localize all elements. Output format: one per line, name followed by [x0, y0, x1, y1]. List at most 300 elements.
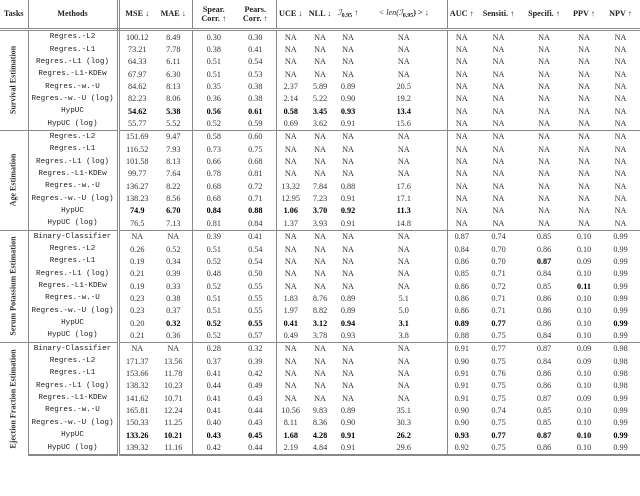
- spearman-cell: 0.48: [206, 269, 221, 279]
- task-label: [0, 130, 28, 230]
- header-spearman: Spear. Corr. ↑: [192, 0, 235, 30]
- npv-cell: 0.99: [613, 430, 628, 440]
- method-cell: Regres.-L1 (log): [28, 155, 118, 167]
- auc-cell: NA: [455, 45, 468, 55]
- method-cell: Regres.-w.-U (log): [28, 192, 118, 204]
- sensitivity-cell: NA: [492, 94, 505, 104]
- interval-length-cell: NA: [361, 43, 447, 55]
- specificity-cell: NA: [538, 82, 550, 92]
- sensitivity-cell: 0.74: [476, 230, 521, 243]
- pearson-cell: 0.41: [235, 43, 276, 55]
- spearman-cell: 0.58: [192, 130, 235, 143]
- table-row: [0, 56, 640, 68]
- header-ppv: PPV ↑: [567, 0, 601, 30]
- auc-cell: NA: [455, 218, 468, 228]
- auc-cell: NA: [455, 169, 468, 179]
- uce-cell: NA: [284, 69, 297, 79]
- pearson-cell: 0.68: [235, 155, 276, 167]
- pearson-cell: 0.61: [235, 105, 276, 117]
- auc-cell: NA: [455, 157, 468, 167]
- interval-length-cell: 29.6: [361, 441, 447, 454]
- spearman-cell: 0.41: [206, 405, 221, 415]
- method-cell: Regres.-w.-U: [28, 292, 118, 304]
- method-cell: Regres.-L2: [28, 355, 118, 367]
- pearson-cell: 0.32: [235, 342, 276, 355]
- interval-coverage-cell: 0.91: [335, 441, 361, 454]
- ppv-cell: NA: [578, 194, 590, 204]
- npv-cell: 0.99: [613, 330, 628, 340]
- spearman-cell: 0.52: [206, 119, 221, 129]
- mae-cell: 12.24: [155, 404, 192, 416]
- spearman-cell: 0.68: [206, 194, 221, 204]
- specificity-cell: NA: [538, 32, 550, 42]
- spearman-cell: 0.52: [206, 256, 221, 266]
- sensitivity-cell: 0.72: [491, 281, 506, 291]
- interval-length-cell: 26.2: [361, 429, 447, 441]
- method-cell: HypUC (log): [28, 441, 118, 454]
- sensitivity-cell: NA: [492, 144, 505, 154]
- spearman-cell: 0.41: [206, 393, 221, 403]
- interval-coverage-cell: 0.88: [340, 181, 356, 191]
- uce-cell: 2.14: [283, 94, 298, 104]
- ppv-cell: 0.10: [576, 306, 592, 316]
- npv-cell: NA: [614, 106, 627, 116]
- sensitivity-cell: 0.77: [491, 430, 506, 440]
- mae-cell: 13.56: [155, 355, 192, 367]
- ppv-cell: 0.09: [567, 342, 601, 355]
- npv-cell: 0.99: [613, 318, 628, 328]
- table-row: [0, 155, 640, 167]
- auc-cell: 0.91: [447, 342, 476, 355]
- auc-cell: 0.85: [454, 269, 469, 279]
- ppv-cell: 0.10: [576, 293, 592, 303]
- pearson-cell: 0.30: [235, 30, 276, 44]
- header-row: [0, 0, 640, 30]
- interval-length-cell: 11.3: [361, 205, 447, 217]
- mse-cell: 139.32: [118, 441, 155, 454]
- pearson-cell: 0.49: [235, 380, 276, 392]
- method-cell: Binary-Classifier: [28, 230, 118, 243]
- nll-cell: 4.84: [305, 441, 335, 454]
- interval-length-cell: NA: [361, 155, 447, 167]
- method-cell: Regres.-L1: [28, 43, 118, 55]
- auc-cell: NA: [455, 119, 468, 129]
- interval-length-cell: 3.8: [361, 329, 447, 342]
- mae-cell: 7.64: [155, 168, 192, 180]
- uce-cell: 2.37: [283, 82, 298, 92]
- header-mae: MAE ↓: [155, 0, 192, 30]
- nll-cell: 3.12: [312, 318, 328, 328]
- specificity-cell: 0.87: [536, 393, 552, 403]
- specificity-cell: 0.86: [536, 368, 552, 378]
- mae-cell: NA: [155, 342, 192, 355]
- pearson-cell: 0.43: [235, 417, 276, 429]
- table-row: [0, 367, 640, 379]
- task-label: [0, 342, 28, 455]
- len-prefix: < len(ℐ: [378, 8, 403, 18]
- specificity-cell: NA: [538, 144, 550, 154]
- mae-cell: NA: [155, 230, 192, 243]
- mae-cell: 11.25: [155, 417, 192, 429]
- npv-cell: 0.99: [613, 269, 628, 279]
- mae-cell: 6.30: [155, 68, 192, 80]
- npv-cell: 0.99: [613, 393, 628, 403]
- header-mse: MSE ↓: [118, 0, 155, 30]
- interval-coverage-cell: NA: [342, 169, 354, 179]
- ppv-cell: NA: [578, 57, 590, 67]
- uce-cell: NA: [284, 157, 297, 167]
- uce-cell: NA: [284, 281, 297, 291]
- specificity-cell: 0.87: [536, 430, 552, 440]
- npv-cell: NA: [614, 206, 627, 216]
- method-cell: HypUC (log): [28, 329, 118, 342]
- method-cell: Regres.-L1 (log): [28, 268, 118, 280]
- uce-cell: NA: [284, 45, 297, 55]
- spearman-cell: 0.35: [206, 82, 221, 92]
- table-row: [0, 429, 640, 441]
- npv-cell: 0.99: [613, 293, 628, 303]
- mae-cell: 0.38: [155, 292, 192, 304]
- method-cell: HypUC: [28, 205, 118, 217]
- mae-cell: 8.13: [155, 155, 192, 167]
- interval-length-cell: NA: [361, 255, 447, 267]
- nll-cell: 8.36: [312, 418, 328, 428]
- interval-length-cell: 17.6: [361, 180, 447, 192]
- table-row: [0, 342, 640, 355]
- mse-cell: 0.26: [130, 244, 145, 254]
- interval-length-cell: 5.1: [361, 292, 447, 304]
- pearson-cell: 0.54: [235, 255, 276, 267]
- interval-coverage-cell: 0.91: [340, 119, 356, 129]
- interval-length-cell: NA: [361, 143, 447, 155]
- uce-cell: 1.68: [283, 430, 298, 440]
- ppv-cell: 0.10: [576, 330, 592, 340]
- mae-cell: 0.33: [155, 280, 192, 292]
- spearman-cell: 0.73: [206, 144, 221, 154]
- nll-cell: NA: [314, 393, 326, 403]
- specificity-cell: NA: [538, 218, 550, 228]
- interval-coverage-cell: 0.93: [340, 106, 356, 116]
- table-row: [0, 292, 640, 304]
- method-cell: HypUC: [28, 429, 118, 441]
- pearson-cell: 0.71: [235, 192, 276, 204]
- npv-cell: 0.99: [613, 256, 628, 266]
- npv-cell: 0.99: [601, 441, 640, 454]
- mse-cell: 101.58: [125, 157, 149, 167]
- nll-cell: 3.62: [312, 119, 328, 129]
- interval-symbol: ℐ: [337, 8, 342, 18]
- interval-coverage-cell: 0.93: [340, 330, 356, 340]
- interval-length-cell: 17.1: [361, 192, 447, 204]
- table-row: [0, 105, 640, 117]
- uce-cell: NA: [284, 32, 297, 42]
- pearson-cell: 0.38: [235, 80, 276, 92]
- header-npv: NPV ↑: [601, 0, 640, 30]
- mae-cell: 10.23: [155, 380, 192, 392]
- pearson-cell: 0.44: [235, 404, 276, 416]
- uce-cell: 1.06: [283, 206, 298, 216]
- nll-cell: 4.28: [312, 430, 328, 440]
- npv-cell: 0.99: [613, 306, 628, 316]
- spearman-cell: 0.51: [206, 69, 221, 79]
- interval-coverage-cell: 0.89: [340, 293, 356, 303]
- sensitivity-cell: 0.74: [491, 405, 506, 415]
- mae-cell: 9.47: [155, 130, 192, 143]
- auc-cell: 0.93: [454, 430, 469, 440]
- uce-cell: NA: [284, 144, 297, 154]
- specificity-cell: 0.86: [536, 244, 552, 254]
- table-row: [0, 68, 640, 80]
- uce-cell: 0.58: [283, 106, 298, 116]
- mse-cell: 151.69: [118, 130, 155, 143]
- nll-cell: 7.84: [312, 181, 328, 191]
- npv-cell: 0.99: [601, 230, 640, 243]
- spearman-cell: 0.56: [206, 106, 221, 116]
- specificity-cell: 0.85: [536, 418, 552, 428]
- table-row: [0, 329, 640, 342]
- uce-cell: 1.37: [283, 218, 298, 228]
- pearson-cell: 0.39: [235, 355, 276, 367]
- mse-cell: 116.52: [126, 144, 149, 154]
- table-row: [0, 130, 640, 143]
- mse-cell: 0.21: [130, 269, 145, 279]
- npv-cell: NA: [614, 94, 627, 104]
- spearman-cell: 0.39: [192, 230, 235, 243]
- auc-cell: 0.86: [454, 281, 469, 291]
- sensitivity-cell: NA: [492, 181, 505, 191]
- mse-cell: 54.62: [128, 106, 147, 116]
- specificity-cell: NA: [538, 157, 550, 167]
- sensitivity-cell: 0.71: [491, 269, 506, 279]
- method-cell: Regres.-L1: [28, 143, 118, 155]
- pearson-cell: 0.41: [235, 230, 276, 243]
- interval-length-cell: 20.5: [361, 80, 447, 92]
- uce-cell: 1.83: [283, 293, 298, 303]
- auc-cell: NA: [455, 206, 468, 216]
- ppv-cell: NA: [578, 169, 590, 179]
- npv-cell: NA: [614, 32, 627, 42]
- table-row: [0, 255, 640, 267]
- nll-cell: NA: [305, 230, 335, 243]
- auc-cell: 0.91: [454, 368, 469, 378]
- nll-cell: NA: [314, 368, 326, 378]
- interval-coverage-cell: NA: [342, 281, 354, 291]
- mse-cell: 141.62: [125, 393, 149, 403]
- npv-cell: NA: [614, 69, 627, 79]
- interval-length-cell: NA: [361, 355, 447, 367]
- nll-cell: NA: [314, 281, 326, 291]
- pearson-cell: 0.42: [235, 367, 276, 379]
- interval-subscript: 0.95: [341, 13, 353, 20]
- auc-cell: 0.91: [454, 393, 469, 403]
- specificity-cell: NA: [538, 57, 550, 67]
- pearson-cell: 0.72: [235, 180, 276, 192]
- uce-cell: NA: [284, 244, 297, 254]
- interval-coverage-cell: NA: [342, 256, 354, 266]
- auc-cell: 0.90: [454, 418, 469, 428]
- mae-cell: 7.93: [155, 143, 192, 155]
- pearson-cell: 0.81: [235, 168, 276, 180]
- method-cell: Regres.-w.-U (log): [28, 93, 118, 105]
- pearson-cell: 0.45: [235, 429, 276, 441]
- npv-cell: NA: [614, 57, 627, 67]
- mse-cell: 165.81: [125, 405, 149, 415]
- interval-length-cell: NA: [361, 367, 447, 379]
- nll-cell: 3.78: [312, 330, 328, 340]
- npv-cell: 0.98: [613, 356, 628, 366]
- specificity-cell: NA: [521, 130, 567, 143]
- mse-cell: 55.77: [128, 119, 147, 129]
- nll-cell: NA: [314, 244, 326, 254]
- auc-cell: 0.86: [454, 256, 469, 266]
- specificity-cell: NA: [538, 181, 550, 191]
- uce-cell: NA: [284, 368, 297, 378]
- uce-cell: 13.32: [281, 181, 300, 191]
- mse-cell: 171.37: [125, 356, 149, 366]
- mse-cell: 84.62: [128, 82, 147, 92]
- ppv-cell: 0.10: [576, 269, 592, 279]
- pearson-cell: 0.55: [235, 305, 276, 317]
- table-row: [0, 93, 640, 105]
- table-row: [0, 117, 640, 130]
- method-cell: HypUC (log): [28, 217, 118, 230]
- spearman-cell: 0.44: [206, 381, 221, 391]
- uce-cell: NA: [284, 393, 297, 403]
- mae-cell: 8.13: [155, 80, 192, 92]
- auc-cell: NA: [455, 181, 468, 191]
- sensitivity-cell: 0.77: [476, 342, 521, 355]
- auc-cell: NA: [455, 32, 468, 42]
- method-cell: Regres.-w.-U: [28, 80, 118, 92]
- mse-cell: 0.19: [130, 256, 145, 266]
- ppv-cell: NA: [578, 82, 590, 92]
- nll-cell: 3.70: [312, 206, 328, 216]
- interval-length-cell: NA: [361, 243, 447, 255]
- header-uce: UCE ↓: [276, 0, 305, 30]
- nll-cell: 3.93: [312, 218, 328, 228]
- mae-cell: 0.34: [155, 255, 192, 267]
- specificity-cell: NA: [538, 206, 550, 216]
- interval-coverage-cell: NA: [342, 45, 354, 55]
- table-row: [0, 317, 640, 329]
- npv-cell: 0.99: [613, 281, 628, 291]
- uce-cell: 0.69: [283, 119, 298, 129]
- sensitivity-cell: 0.77: [491, 318, 506, 328]
- pearson-cell: 0.59: [235, 117, 276, 130]
- table-row: [0, 380, 640, 392]
- task-label-text: Ejection Fraction Estimation: [8, 349, 18, 449]
- npv-cell: NA: [614, 181, 627, 191]
- nll-cell: NA: [314, 381, 326, 391]
- mse-cell: 64.33: [128, 57, 147, 67]
- mae-cell: 8.06: [155, 93, 192, 105]
- interval-coverage-cell: 0.91: [340, 194, 356, 204]
- header-specificity: Specifi. ↑: [521, 0, 567, 30]
- uce-cell: NA: [284, 356, 297, 366]
- ppv-cell: NA: [578, 218, 590, 228]
- spearman-cell: 0.43: [206, 430, 221, 440]
- interval-length-cell: NA: [361, 56, 447, 68]
- uce-cell: NA: [284, 381, 297, 391]
- ppv-cell: 0.11: [577, 281, 591, 291]
- method-cell: Regres.-w.-U: [28, 180, 118, 192]
- interval-length-cell: 5.0: [361, 305, 447, 317]
- specificity-cell: 0.85: [536, 281, 552, 291]
- auc-cell: 0.92: [447, 441, 476, 454]
- sensitivity-cell: 0.75: [491, 330, 506, 340]
- method-cell: Regres.-L2: [28, 243, 118, 255]
- table-row: [0, 280, 640, 292]
- mae-cell: 0.52: [155, 243, 192, 255]
- mae-cell: 10.21: [155, 429, 192, 441]
- interval-coverage-cell: NA: [342, 368, 354, 378]
- uce-cell: NA: [276, 342, 305, 355]
- mae-cell: 7.13: [155, 217, 192, 230]
- ppv-cell: NA: [578, 206, 590, 216]
- interval-coverage-cell: 0.89: [340, 82, 356, 92]
- table-row: [0, 180, 640, 192]
- interval-coverage-cell: NA: [342, 69, 354, 79]
- len-suffix: ) > ↓: [413, 8, 429, 18]
- ppv-cell: 0.09: [576, 356, 592, 366]
- sensitivity-cell: NA: [492, 218, 505, 228]
- method-cell: Binary-Classifier: [28, 342, 118, 355]
- ppv-cell: 0.09: [576, 393, 592, 403]
- auc-cell: 0.91: [454, 381, 469, 391]
- mse-cell: 133.26: [125, 430, 149, 440]
- auc-cell: 0.84: [454, 244, 469, 254]
- auc-cell: NA: [455, 144, 468, 154]
- mae-cell: 8.22: [155, 180, 192, 192]
- nll-cell: 3.45: [312, 106, 328, 116]
- auc-cell: NA: [447, 130, 476, 143]
- table-row: [0, 168, 640, 180]
- table-row: [0, 305, 640, 317]
- pearson-cell: 0.50: [235, 268, 276, 280]
- table-row: [0, 205, 640, 217]
- mse-cell: 76.5: [130, 218, 145, 228]
- interval-length-cell: NA: [361, 30, 447, 44]
- ppv-cell: NA: [578, 106, 590, 116]
- ppv-cell: 0.10: [567, 441, 601, 454]
- interval-coverage-cell: 0.92: [340, 206, 356, 216]
- uce-cell: 1.97: [283, 306, 298, 316]
- table-row: [0, 143, 640, 155]
- nll-cell: 8.82: [312, 306, 328, 316]
- ppv-cell: 0.10: [576, 381, 592, 391]
- table-row: [0, 230, 640, 243]
- nll-cell: NA: [314, 57, 326, 67]
- auc-cell: 0.88: [454, 330, 469, 340]
- mse-cell: 153.66: [125, 368, 149, 378]
- specificity-cell: NA: [538, 169, 550, 179]
- interval-length-cell: 14.8: [361, 217, 447, 230]
- method-cell: Regres.-L1: [28, 255, 118, 267]
- specificity-cell: 0.84: [536, 269, 552, 279]
- mse-cell: 100.12: [125, 32, 149, 42]
- specificity-cell: 0.86: [536, 381, 552, 391]
- method-cell: Regres.-w.-U: [28, 404, 118, 416]
- npv-cell: NA: [614, 218, 627, 228]
- npv-cell: 0.98: [601, 342, 640, 355]
- specificity-cell: 0.86: [521, 441, 567, 454]
- sensitivity-cell: 0.71: [491, 293, 506, 303]
- header-auc: AUC ↑: [447, 0, 476, 30]
- header-interval-length: [361, 0, 447, 30]
- method-cell: Regres.-L1-KDEw: [28, 168, 118, 180]
- method-cell: Regres.-w.-U (log): [28, 417, 118, 429]
- pearson-cell: 0.55: [235, 292, 276, 304]
